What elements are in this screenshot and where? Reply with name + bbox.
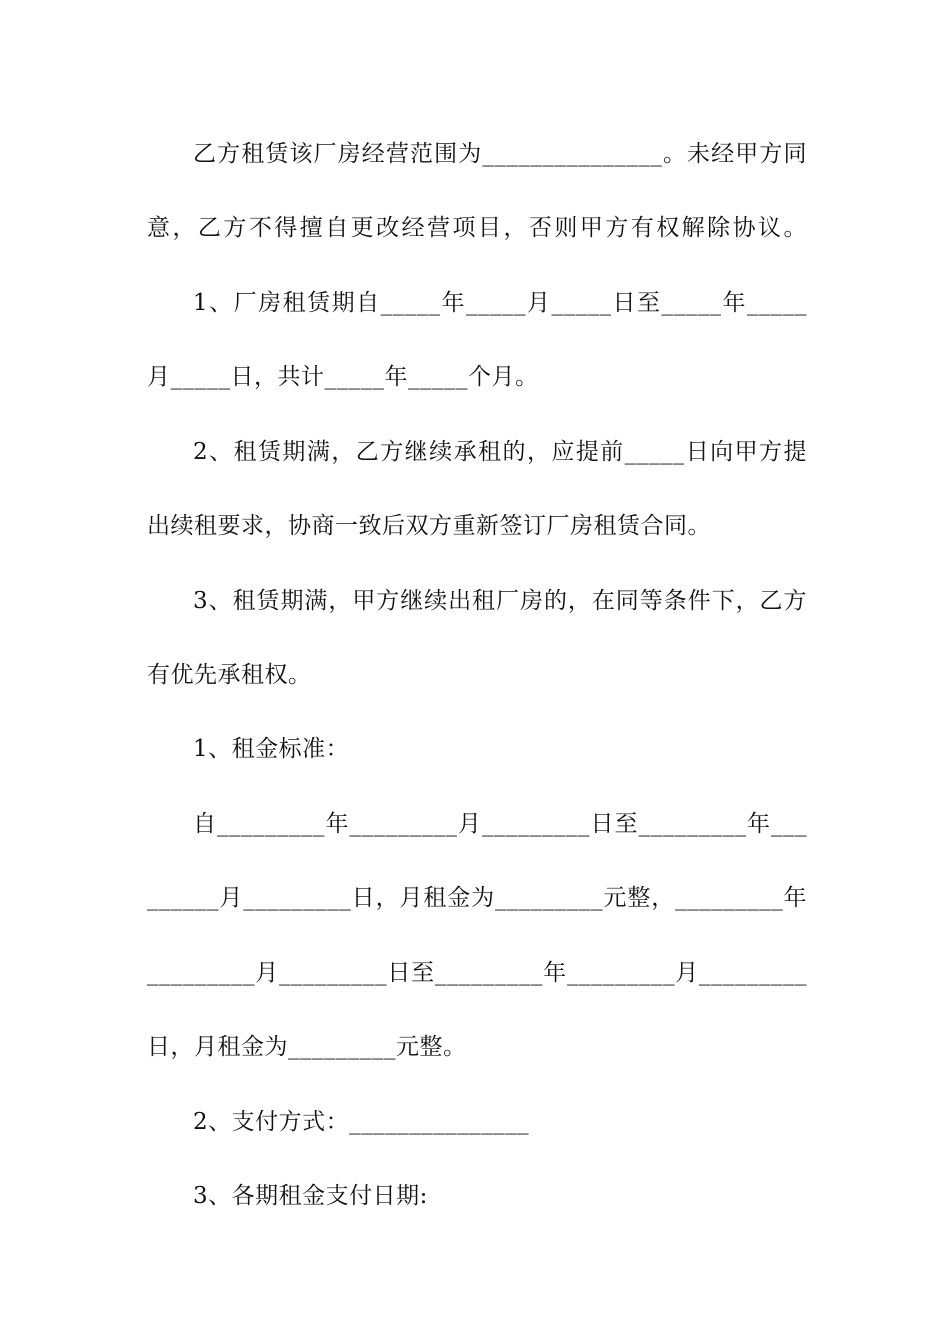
- paragraph-line-1: 乙方租赁该厂房经营范围为_______________。未经甲方同: [193, 141, 807, 167]
- paragraph-line-14: 2、支付方式：_______________: [193, 1109, 530, 1135]
- paragraph-line-4: 月_____日，共计_____年_____个月。: [147, 364, 539, 390]
- paragraph-line-10: 自_________年_________月_________日至_________年___: [193, 811, 807, 837]
- paragraph-line-8: 有优先承租权。: [147, 662, 312, 688]
- paragraph-line-9: 1、租金标准：: [193, 736, 350, 762]
- paragraph-line-15: 3、各期租金支付日期:: [193, 1183, 428, 1209]
- paragraph-line-13: 日，月租金为_________元整。: [147, 1034, 467, 1060]
- paragraph-line-6: 出续租要求，协商一致后双方重新签订厂房租赁合同。: [147, 513, 711, 539]
- paragraph-line-3: 1、厂房租赁期自_____年_____月_____日至_____年_____: [193, 290, 807, 316]
- paragraph-line-12: _________月_________日至_________年_________月_________: [147, 960, 807, 986]
- paragraph-line-2: 意，乙方不得擅自更改经营项目，否则甲方有权解除协议。: [147, 215, 807, 241]
- paragraph-line-11: ______月_________日，月租金为_________元整，_________年: [147, 885, 807, 911]
- paragraph-line-5: 2、租赁期满，乙方继续承租的，应提前_____日向甲方提: [193, 439, 807, 465]
- paragraph-line-7: 3、租赁期满，甲方继续出租厂房的，在同等条件下，乙方: [193, 588, 807, 614]
